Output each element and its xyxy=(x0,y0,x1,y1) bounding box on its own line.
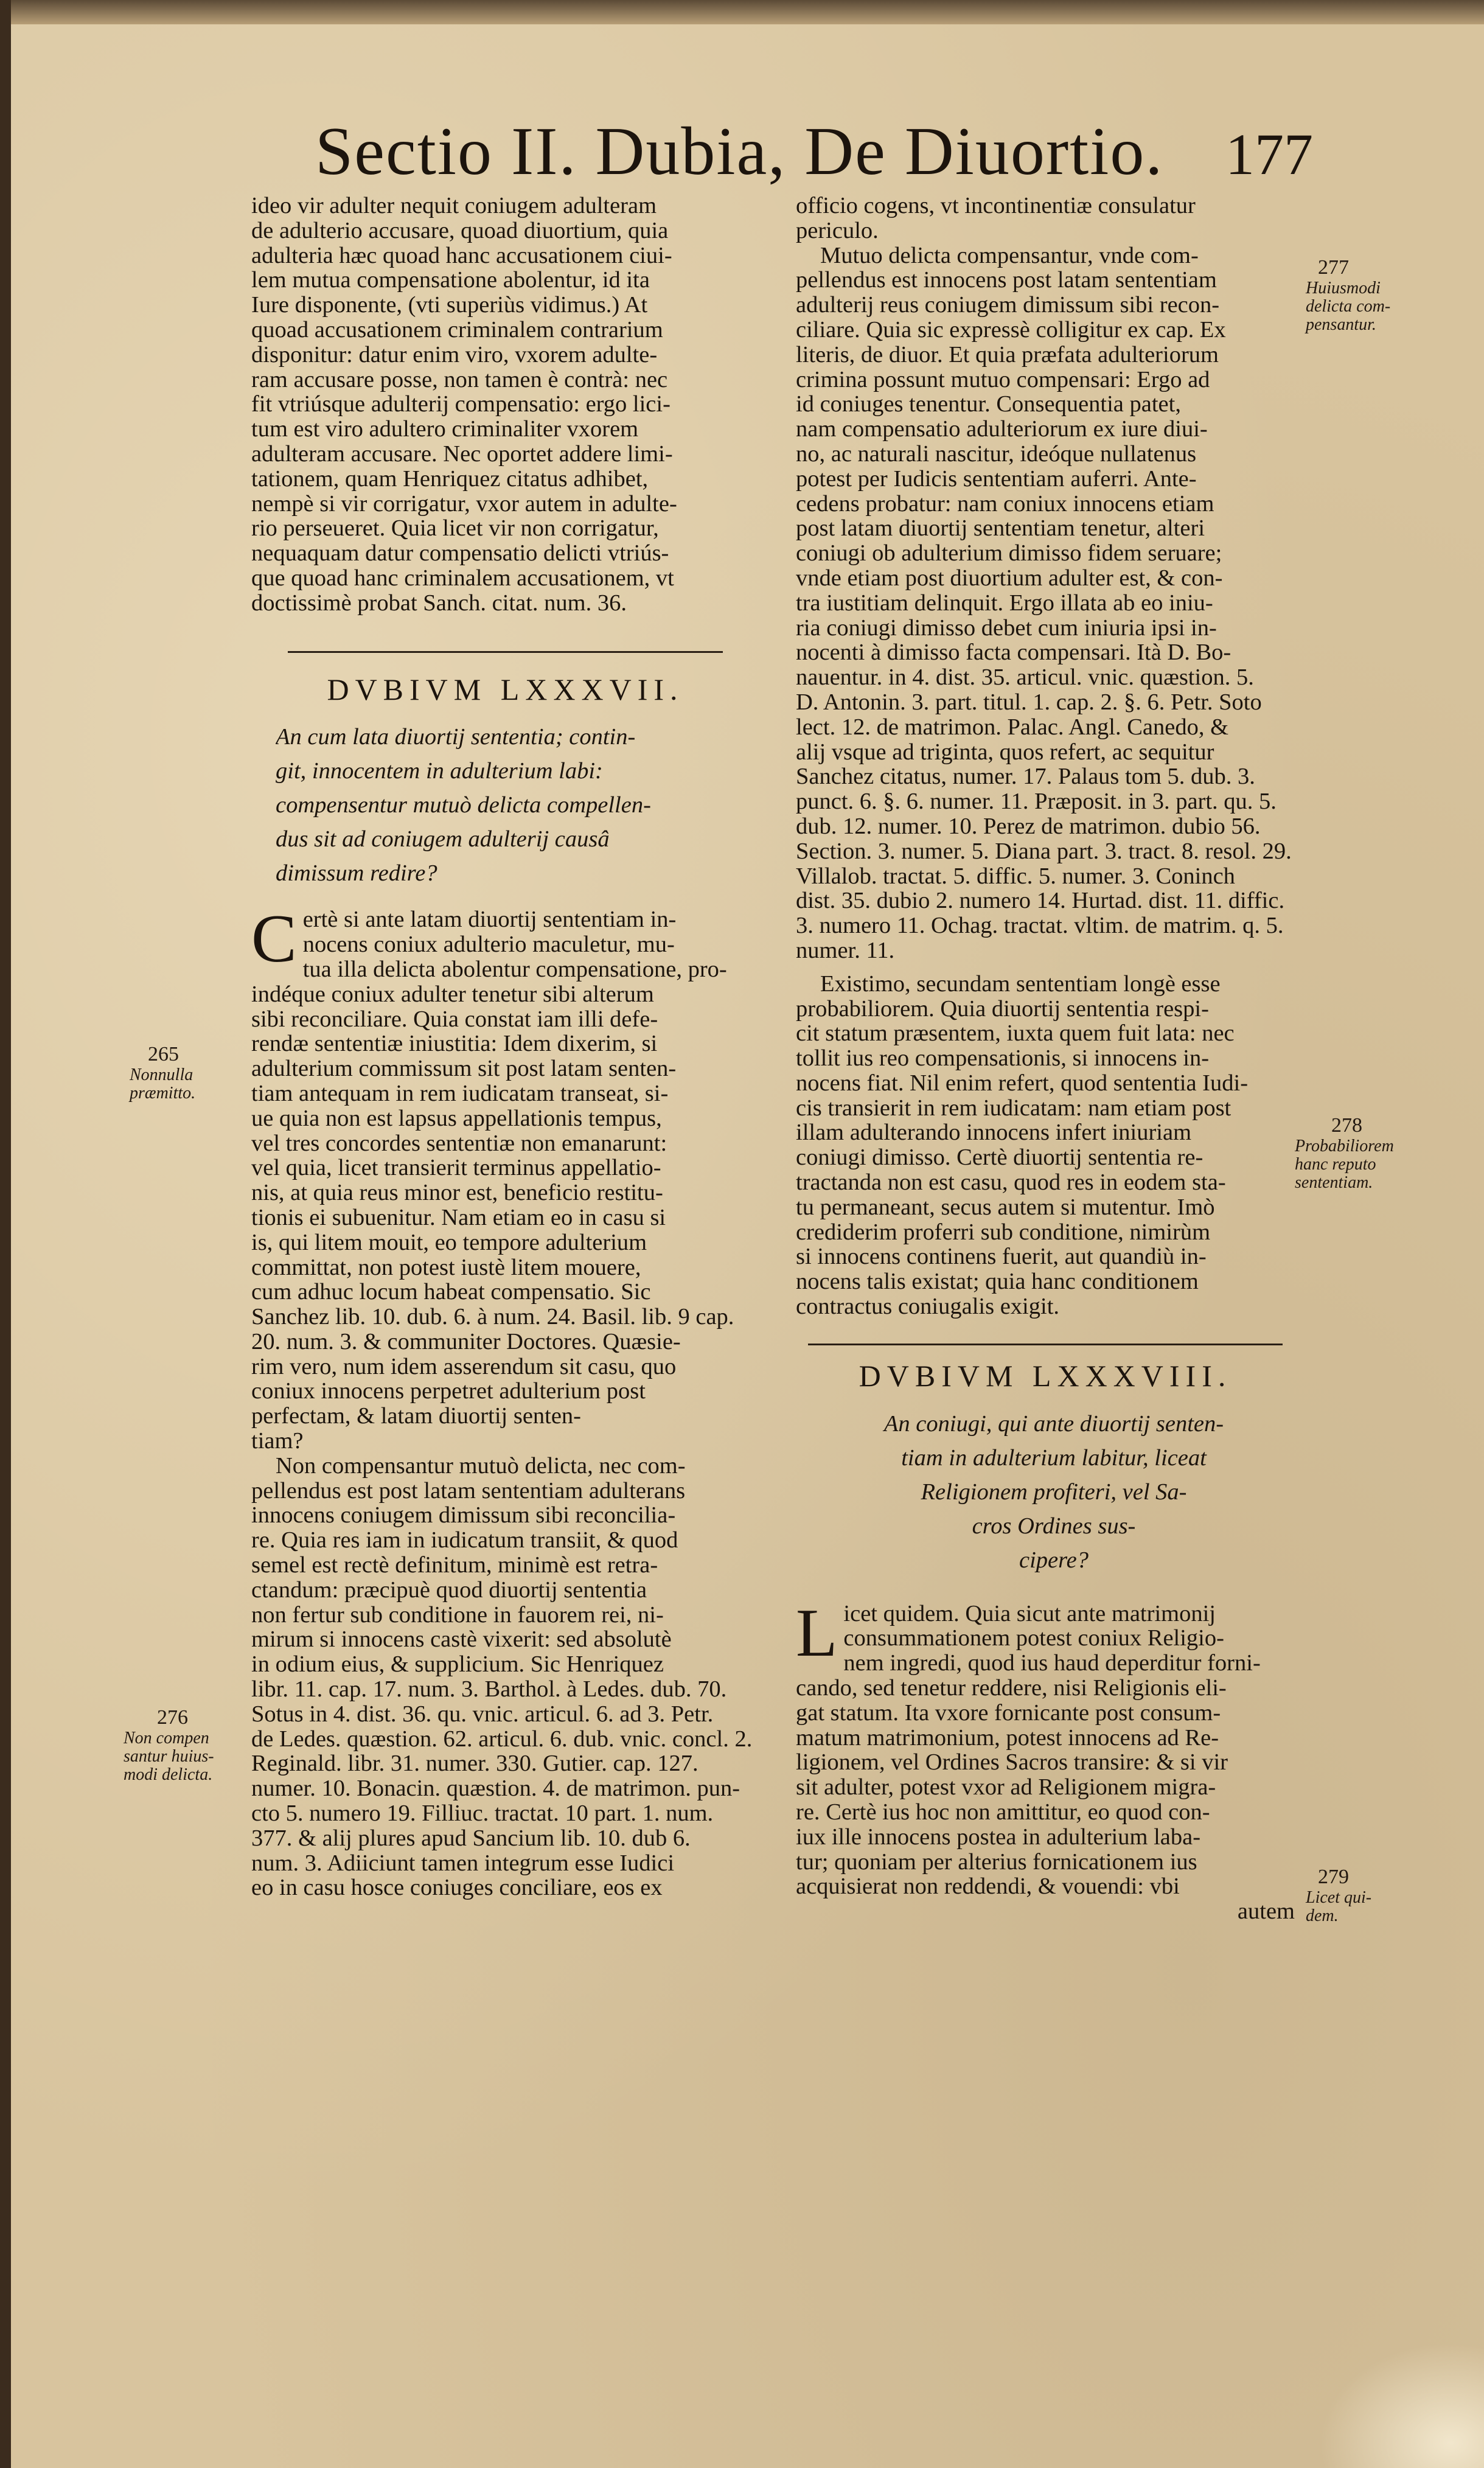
text-line: icet quidem. Quia sicut ante matrimonij xyxy=(843,1601,1216,1626)
text-line: rio perseueret. Quia licet vir non corrigatur, xyxy=(251,516,659,542)
text-line: D. Antonin. 3. part. titul. 1. cap. 2. §. 6. Petr. Soto xyxy=(796,689,1262,715)
text-line: cum adhuc locum habeat compensatio. Sic xyxy=(251,1280,651,1305)
margin-note xyxy=(130,1045,195,1103)
margin-note-number: 276 xyxy=(157,1706,188,1729)
margin-note xyxy=(1295,1114,1394,1192)
margin-note-line: hanc reputo xyxy=(1295,1155,1376,1174)
text-line: tollit ius reo compensationis, si innocens in- xyxy=(796,1046,1210,1071)
text-line: ctandum: præcipuè quod diuortij sententia xyxy=(251,1577,647,1603)
text-line: cando, sed tenetur reddere, nisi Religionis eli- xyxy=(796,1676,1227,1701)
text-line: tractanda non est casu, quod res in eodem sta- xyxy=(796,1170,1226,1195)
text-line: tu permaneant, secus autem si mutentur. Imò xyxy=(796,1194,1215,1220)
text-line: crediderim proferri sub conditione, nimirùm xyxy=(796,1219,1211,1245)
margin-note-line: Nonnulla xyxy=(130,1065,193,1084)
margin-note xyxy=(124,1706,214,1784)
text-line: nauentur. in 4. dist. 35. articul. vnic. quæstion. 5. xyxy=(796,665,1254,690)
text-line: officio cogens, vt incontinentiæ consulatur xyxy=(796,193,1196,218)
text-line: ideo vir adulter nequit coniugem adulteram xyxy=(251,193,657,218)
text-line: si innocens continens fuerit, aut quandiù in- xyxy=(796,1244,1207,1270)
left-intro-paragraph xyxy=(251,193,759,616)
paper-stain xyxy=(1319,2343,1484,2468)
right-paragraph-3 xyxy=(796,1595,1295,1925)
text-line: ue quia non est lapsus appellationis tempus, xyxy=(251,1106,662,1131)
text-line: de adulterio accusare, quoad diuortium, quia xyxy=(251,218,669,243)
text-line: dub. 12. numer. 10. Perez de matrimon. dubio 56. xyxy=(796,814,1261,839)
drop-capital: C xyxy=(251,901,297,977)
text-line: Existimo, secundam sententiam longè esse xyxy=(820,971,1221,997)
margin-note-line: sententiam. xyxy=(1295,1173,1373,1192)
margin-note-line: santur huius- xyxy=(124,1747,214,1766)
dubium-heading: DVBIVM LXXXVIII. xyxy=(859,1358,1232,1393)
margin-note xyxy=(1306,256,1391,334)
text-line: cit statum præsentem, iuxta quem fuit lata: nec xyxy=(796,1021,1235,1047)
text-line: coniugi dimisso. Certè diuortij sententia re- xyxy=(796,1145,1204,1171)
text-line: sibi reconciliare. Quia constat iam illi defe- xyxy=(251,1006,658,1032)
text-line: crimina possunt mutuo compensari: Ergo ad xyxy=(796,367,1210,392)
question-line: An cum lata diuortij sententia; contin- xyxy=(276,724,636,750)
text-line: nempè si vir corrigatur, vxor autem in adulte- xyxy=(251,491,677,517)
text-line: nocenti à dimisso facta compensari. Ità D. Bo- xyxy=(796,640,1231,666)
text-line: nam compensatio adulteriorum ex iure diui- xyxy=(796,417,1208,442)
question-line: git, innocentem in adulterium labi: xyxy=(276,758,603,784)
text-line: rim vero, num idem asserendum sit casu, quo xyxy=(251,1354,677,1379)
text-line: is, qui litem mouit, eo tempore adulterium xyxy=(251,1230,647,1255)
text-line: non fertur sub conditione in fauorem rei, ni- xyxy=(251,1602,664,1628)
text-line: iux ille innocens postea in adulterium laba- xyxy=(796,1824,1201,1850)
text-line: nocens talis existat; quia hanc conditionem xyxy=(796,1269,1199,1295)
text-line: illam adulterando innocens infert iniuriam xyxy=(796,1120,1192,1146)
text-line: sit adulter, potest vxor ad Religionem migra- xyxy=(796,1775,1216,1800)
text-line: Sotus in 4. dist. 36. qu. vnic. articul. 6. ad 3. Petr. xyxy=(251,1701,714,1727)
text-line: disponitur: datur enim viro, vxorem adulte- xyxy=(251,342,658,368)
question-line: cros Ordines sus- xyxy=(972,1513,1136,1539)
margin-note-line: Huiusmodi xyxy=(1306,279,1381,298)
text-line: punct. 6. §. 6. numer. 11. Præposit. in 3. part. qu. 5. xyxy=(796,789,1277,814)
text-line: cto 5. numero 19. Filliuc. tractat. 10 part. 1. num. xyxy=(251,1801,714,1826)
text-line: libr. 11. cap. 17. num. 3. Barthol. à Ledes. dub. 70. xyxy=(251,1677,727,1702)
text-line: coniux innocens perpetret adulterium post xyxy=(251,1379,646,1404)
text-line: pellendus est post latam sententiam adulterans xyxy=(251,1478,686,1504)
margin-note-number: 279 xyxy=(1318,1866,1349,1888)
section-divider xyxy=(288,651,723,653)
text-line: Villalob. tractat. 5. diffic. 5. numer. 3. Coninch xyxy=(796,863,1235,889)
text-line: ligionem, vel Ordines Sacros transire: & si vir xyxy=(796,1750,1228,1776)
text-line: que quoad hanc criminalem accusationem, vt xyxy=(251,565,674,591)
text-line: adulteria hæc quoad hanc accusationem ciui- xyxy=(251,243,672,268)
text-line: nem ingredi, quod ius haud deperditur forni- xyxy=(843,1651,1261,1676)
text-line: Iure disponente, (vti superiùs vidimus.) At xyxy=(251,293,648,318)
text-line: acquisierat non reddendi, & vouendi: vbi xyxy=(796,1874,1180,1900)
text-line: adulterij reus coniugem dimissum sibi recon- xyxy=(796,293,1220,318)
text-line: no, ac naturali nascitur, ideóque nullatenus xyxy=(796,441,1197,467)
text-line: quoad accusationem criminalem contrarium xyxy=(251,317,663,343)
text-line: post latam diuortij sententiam tenetur, alteri xyxy=(796,516,1205,542)
text-line: vel quia, licet transierit terminus appellatio- xyxy=(251,1156,661,1181)
running-header xyxy=(315,113,1313,204)
text-line: adulterium commissum sit post latam senten- xyxy=(251,1056,677,1081)
text-line: committat, non potest iustè litem mouere, xyxy=(251,1255,641,1280)
drop-capital: L xyxy=(796,1595,838,1671)
right-intro-paragraph xyxy=(796,193,1295,243)
text-line: indéque coniux adulter tenetur sibi alterum xyxy=(251,981,654,1007)
text-line: eo in casu hosce coniuges conciliare, eos ex xyxy=(251,1875,663,1901)
text-line: mirum si innocens castè vixerit: sed absolutè xyxy=(251,1627,672,1653)
text-line: Section. 3. numer. 5. Diana part. 3. tract. 8. resol. 29. xyxy=(796,838,1292,864)
text-line: pellendus est innocens post latam sententiam xyxy=(796,268,1217,293)
text-line: re. Quia res iam in iudicatum transiit, & quod xyxy=(251,1528,678,1553)
text-line: vel tres concordes sententiæ non emanarunt: xyxy=(251,1131,667,1156)
page-number: 177 xyxy=(1225,122,1313,187)
dubium-heading: DVBIVM LXXXVII. xyxy=(327,672,684,706)
text-line: ertè si ante latam diuortij sententiam in- xyxy=(302,907,677,933)
text-line: num. 3. Adiiciunt tamen integrum esse Iudici xyxy=(251,1850,675,1876)
text-line: in odium eius, & supplicium. Sic Henriquez xyxy=(251,1652,664,1678)
text-line: tum est viro adultero criminaliter vxorem xyxy=(251,417,639,442)
margin-note-number: 277 xyxy=(1318,256,1349,279)
text-line: Sanchez lib. 10. dub. 6. à num. 24. Basil. lib. 9 cap. xyxy=(251,1305,734,1330)
text-line: vnde etiam post diuortium adulter est, & con- xyxy=(796,565,1223,591)
page-top-edge xyxy=(11,0,1484,24)
text-line: 20. num. 3. & communiter Doctores. Quæsie- xyxy=(251,1329,681,1354)
right-paragraph-2 xyxy=(796,972,1295,1319)
text-line: rendæ sententiæ iniustitia: Idem dixerim, si xyxy=(251,1031,658,1057)
dubium-question xyxy=(251,720,759,890)
margin-note-number: 265 xyxy=(148,1043,179,1065)
text-line: nis, at quia reus minor est, beneficio restitu- xyxy=(251,1180,663,1205)
margin-note-line: Non compen xyxy=(124,1729,209,1748)
question-line: Religionem profiteri, vel Sa- xyxy=(921,1479,1187,1505)
text-line: matum matrimonium, potest innocens ad Re- xyxy=(796,1725,1219,1751)
margin-note-line: dem. xyxy=(1306,1906,1339,1925)
text-line: Sanchez citatus, numer. 17. Palaus tom 5. dub. 3. xyxy=(796,764,1255,790)
text-line: 3. numero 11. Ochag. tractat. vltim. de matrim. q. 5. xyxy=(796,913,1284,938)
dubium-question xyxy=(796,1407,1295,1577)
section-divider xyxy=(808,1344,1283,1345)
text-line: nequaquam datur compensatio delicti vtriús- xyxy=(251,541,669,566)
text-line: ram accusare posse, non tamen è contrà: nec xyxy=(251,367,668,392)
right-paragraph-1 xyxy=(796,243,1295,963)
text-line: fit vtriúsque adulterij compensatio: ergo lici- xyxy=(251,392,671,417)
text-line: Reginald. libr. 31. numer. 330. Gutier. cap. 127. xyxy=(251,1751,698,1777)
margin-note-line: delicta com- xyxy=(1306,297,1391,316)
text-line: Mutuo delicta compensantur, vnde com- xyxy=(820,243,1199,268)
margin-note-line: Probabiliorem xyxy=(1295,1137,1394,1156)
text-line: numer. 11. xyxy=(796,938,895,963)
text-line: tiam? xyxy=(251,1429,304,1454)
text-line: id coniuges tenentur. Consequentia patet, xyxy=(796,392,1181,417)
text-line: coniugi ob adulterium dimisso fidem seruare; xyxy=(796,541,1222,566)
text-line: semel est rectè definitum, minimè est retra- xyxy=(251,1553,658,1578)
question-line: dimissum redire? xyxy=(276,860,437,887)
left-column xyxy=(251,193,759,1900)
catchword: autem xyxy=(1237,1899,1295,1925)
question-line: cipere? xyxy=(1019,1547,1089,1573)
book-page xyxy=(11,0,1484,2468)
running-title: Sectio II. Dubia, De Diuortio. xyxy=(315,114,1164,189)
text-line: dist. 35. dubio 2. numero 14. Hurtad. dist. 11. diffic. xyxy=(796,888,1285,914)
text-line: 377. & alij plures apud Sancium lib. 10. dub 6. xyxy=(251,1825,691,1851)
text-line: tationem, quam Henriquez citatus adhibet, xyxy=(251,466,649,492)
text-line: re. Certè ius hoc non amittitur, eo quod con- xyxy=(796,1800,1210,1825)
text-line: periculo. xyxy=(796,218,879,243)
text-line: tua illa delicta abolentur compensatione, pro- xyxy=(302,957,727,982)
margin-note xyxy=(1306,1868,1371,1925)
margin-note-line: modi delicta. xyxy=(124,1765,213,1784)
question-line: tiam in adulterium labitur, liceat xyxy=(901,1445,1207,1471)
text-line: contractus coniugalis exigit. xyxy=(796,1294,1060,1319)
text-line: perfectam, & latam diuortij senten- xyxy=(251,1404,582,1429)
left-paragraph-1 xyxy=(251,901,759,1454)
text-line: tiam antequam in rem iudicatam transeat, si- xyxy=(251,1081,669,1106)
text-line: cis transierit in rem iudicatam: nam etiam post xyxy=(796,1095,1231,1121)
margin-note-line: Licet qui- xyxy=(1306,1888,1372,1907)
text-line: numer. 10. Bonacin. quæstion. 4. de matrimon. pun- xyxy=(251,1776,740,1802)
text-line: de Ledes. quæstion. 62. articul. 6. dub. vnic. concl. 2. xyxy=(251,1726,753,1752)
text-line: tur; quoniam per alterius fornicationem ius xyxy=(796,1849,1197,1875)
question-line: compensentur mutuò delicta compellen- xyxy=(276,792,651,818)
text-line: ria coniugi dimisso debet cum iniuria ipsi in- xyxy=(796,615,1217,641)
text-line: innocens coniugem dimissum sibi reconcilia- xyxy=(251,1503,676,1529)
text-line: alij vsque ad triginta, quos refert, ac sequitur xyxy=(796,739,1214,765)
left-paragraph-2 xyxy=(251,1454,759,1900)
text-line: potest per Iudicis sententiam auferri. Ante- xyxy=(796,466,1197,492)
text-line: lect. 12. de matrimon. Palac. Angl. Canedo, & xyxy=(796,714,1229,740)
question-line: dus sit ad coniugem adulterij causâ xyxy=(276,826,610,852)
text-line: cedens probatur: nam coniux innocens etiam xyxy=(796,491,1214,517)
text-line: lem mutua compensatione abolentur, id ita xyxy=(251,268,650,293)
text-line: adulteram accusare. Nec oportet addere limi- xyxy=(251,441,673,467)
text-line: tionis ei subuenitur. Nam etiam eo in casu si xyxy=(251,1205,666,1230)
margin-note-number: 278 xyxy=(1331,1114,1362,1137)
text-line: consummationem potest coniux Religio- xyxy=(843,1626,1224,1651)
text-line: tra iustitiam delinquit. Ergo illata ab eo iniu- xyxy=(796,590,1213,616)
margin-note-line: pensantur. xyxy=(1306,315,1376,334)
text-line: ciliare. Quia sic expressè colligitur ex cap. Ex xyxy=(796,317,1226,343)
text-line: Non compensantur mutuò delicta, nec com- xyxy=(276,1453,686,1479)
text-line: nocens coniux adulterio maculetur, mu- xyxy=(302,932,675,957)
text-line: nocens fiat. Nil enim refert, quod sententia Iudi- xyxy=(796,1070,1249,1096)
right-column xyxy=(796,193,1295,1924)
margin-note-line: præmitto. xyxy=(130,1084,196,1103)
text-line: doctissimè probat Sanch. citat. num. 36. xyxy=(251,590,627,616)
question-line: An coniugi, qui ante diuortij senten- xyxy=(883,1410,1224,1437)
text-line: probabiliorem. Quia diuortij sententia respi- xyxy=(796,996,1209,1022)
text-line: literis, de diuor. Et quia præfata adulteriorum xyxy=(796,342,1219,368)
text-line: gat statum. Ita vxore fornicante post consum- xyxy=(796,1700,1221,1726)
